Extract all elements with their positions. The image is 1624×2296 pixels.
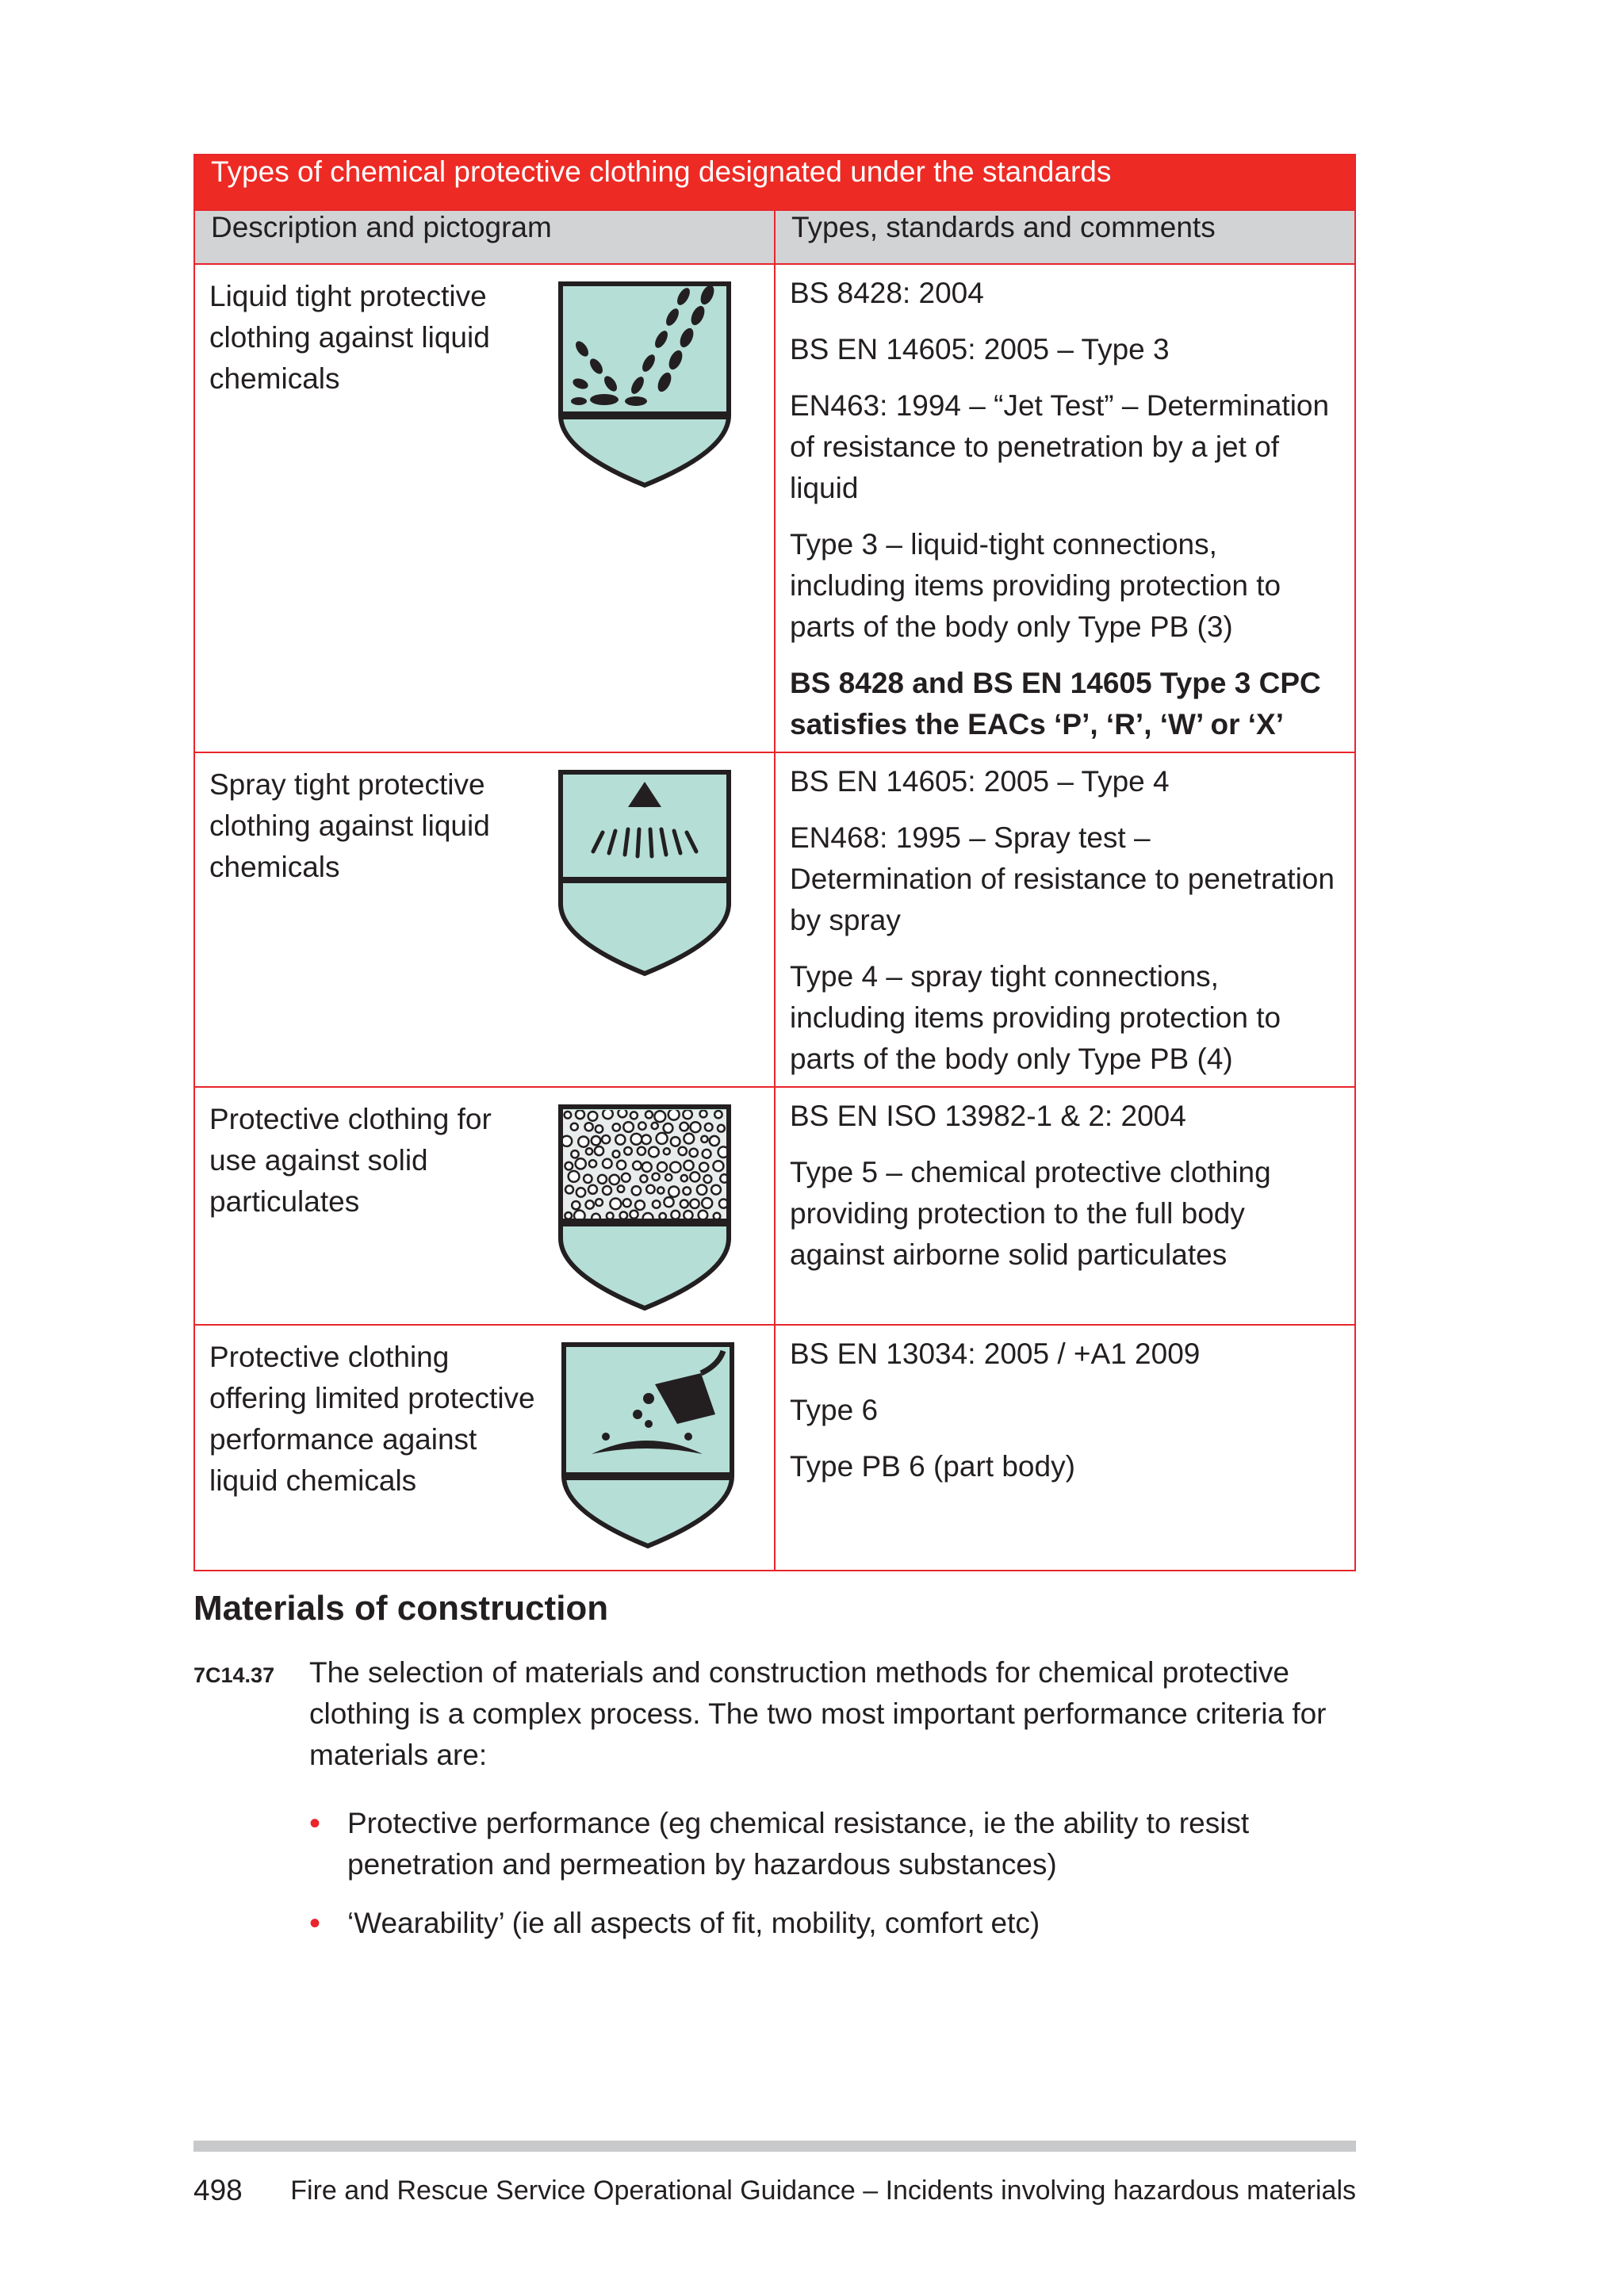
bullet-dot-icon: • bbox=[309, 1806, 321, 1841]
comment-line: Type 4 – spray tight connections, including items providing protection to parts of the body only Type PB (4) bbox=[790, 960, 1281, 1075]
description-cell bbox=[194, 1087, 775, 1325]
description-cell bbox=[194, 752, 775, 1087]
comment-line: BS EN 13034: 2005 / +A1 2009 bbox=[790, 1337, 1201, 1370]
list-item-text: Protective performance (eg chemical resistance, ie the ability to resist penetration and permeation by hazardous substances) bbox=[347, 1807, 1250, 1881]
comment-line: Type 6 bbox=[790, 1394, 879, 1426]
comment-line: EN468: 1995 – Spray test – Determination of resistance to penetration by spray bbox=[790, 821, 1335, 936]
comments-cell bbox=[775, 752, 1355, 1087]
page-number: 498 bbox=[193, 2174, 243, 2206]
comment-line: BS 8428: 2004 bbox=[790, 277, 984, 309]
section-heading: Materials of construction bbox=[193, 1589, 609, 1628]
pouring-liquid-shield-icon bbox=[560, 1341, 736, 1549]
comment-line-emphasis: BS 8428 and BS EN 14605 Type 3 CPC satisfies the EACs ‘P’, ‘R’, ‘W’ or ‘X’ bbox=[790, 667, 1321, 740]
comment-line: Type 3 – liquid-tight connections, including items providing protection to parts of the body only Type PB (3) bbox=[790, 528, 1281, 643]
liquid-jet-shield-icon bbox=[557, 281, 733, 488]
footer-rule bbox=[193, 2141, 1356, 2152]
table-caption-row bbox=[194, 155, 1355, 210]
bullet-dot-icon: • bbox=[309, 1906, 321, 1941]
comments-cell bbox=[775, 1087, 1355, 1325]
comment-line: BS EN 14605: 2005 – Type 4 bbox=[790, 765, 1170, 798]
cpc-types-table bbox=[193, 154, 1356, 1571]
row-description: Protective clothing offering limited protective performance against liquid chemicals bbox=[209, 1341, 535, 1497]
paragraph-number: 7C14.37 bbox=[193, 1663, 275, 1687]
list-item bbox=[309, 1803, 1356, 1885]
comment-line: EN463: 1994 – “Jet Test” – Determination of resistance to penetration by a jet of liquid bbox=[790, 389, 1330, 504]
list-item-text: ‘Wearability’ (ie all aspects of fit, mobility, comfort etc) bbox=[347, 1907, 1040, 1939]
row-description: Spray tight protective clothing against liquid chemicals bbox=[209, 768, 490, 883]
bullet-list bbox=[309, 1803, 1356, 1961]
comments-cell bbox=[775, 1325, 1355, 1571]
comment-line: BS EN ISO 13982-1 & 2: 2004 bbox=[790, 1100, 1186, 1132]
body-paragraph: The selection of materials and construction methods for chemical protective clothing is a complex process. The two most important performance criteria for materials are: bbox=[309, 1656, 1327, 1771]
row-description: Protective clothing for use against solid particulates bbox=[209, 1103, 492, 1218]
comment-line: Type 5 – chemical protective clothing providing protection to the full body against airborne solid particulates bbox=[790, 1156, 1271, 1271]
table-header-row bbox=[194, 210, 1355, 264]
comment-line: BS EN 14605: 2005 – Type 3 bbox=[790, 333, 1170, 365]
table-row bbox=[194, 752, 1355, 1087]
running-footer-title: Fire and Rescue Service Operational Guidance – Incidents involving hazardous materials bbox=[290, 2175, 1356, 2206]
column-header-types: Types, standards and comments bbox=[775, 210, 1355, 264]
spray-shield-icon bbox=[557, 769, 733, 977]
table-row bbox=[194, 1087, 1355, 1325]
list-item bbox=[309, 1903, 1356, 1944]
table-row bbox=[194, 264, 1355, 752]
particulates-shield-icon bbox=[557, 1104, 733, 1311]
column-header-description: Description and pictogram bbox=[194, 210, 775, 264]
row-description: Liquid tight protective clothing against liquid chemicals bbox=[209, 280, 490, 395]
description-cell bbox=[194, 1325, 775, 1571]
table-caption: Types of chemical protective clothing designated under the standards bbox=[194, 155, 1355, 210]
comments-cell bbox=[775, 264, 1355, 752]
table-row bbox=[194, 1325, 1355, 1571]
comment-line: Type PB 6 (part body) bbox=[790, 1450, 1075, 1483]
description-cell bbox=[194, 264, 775, 752]
